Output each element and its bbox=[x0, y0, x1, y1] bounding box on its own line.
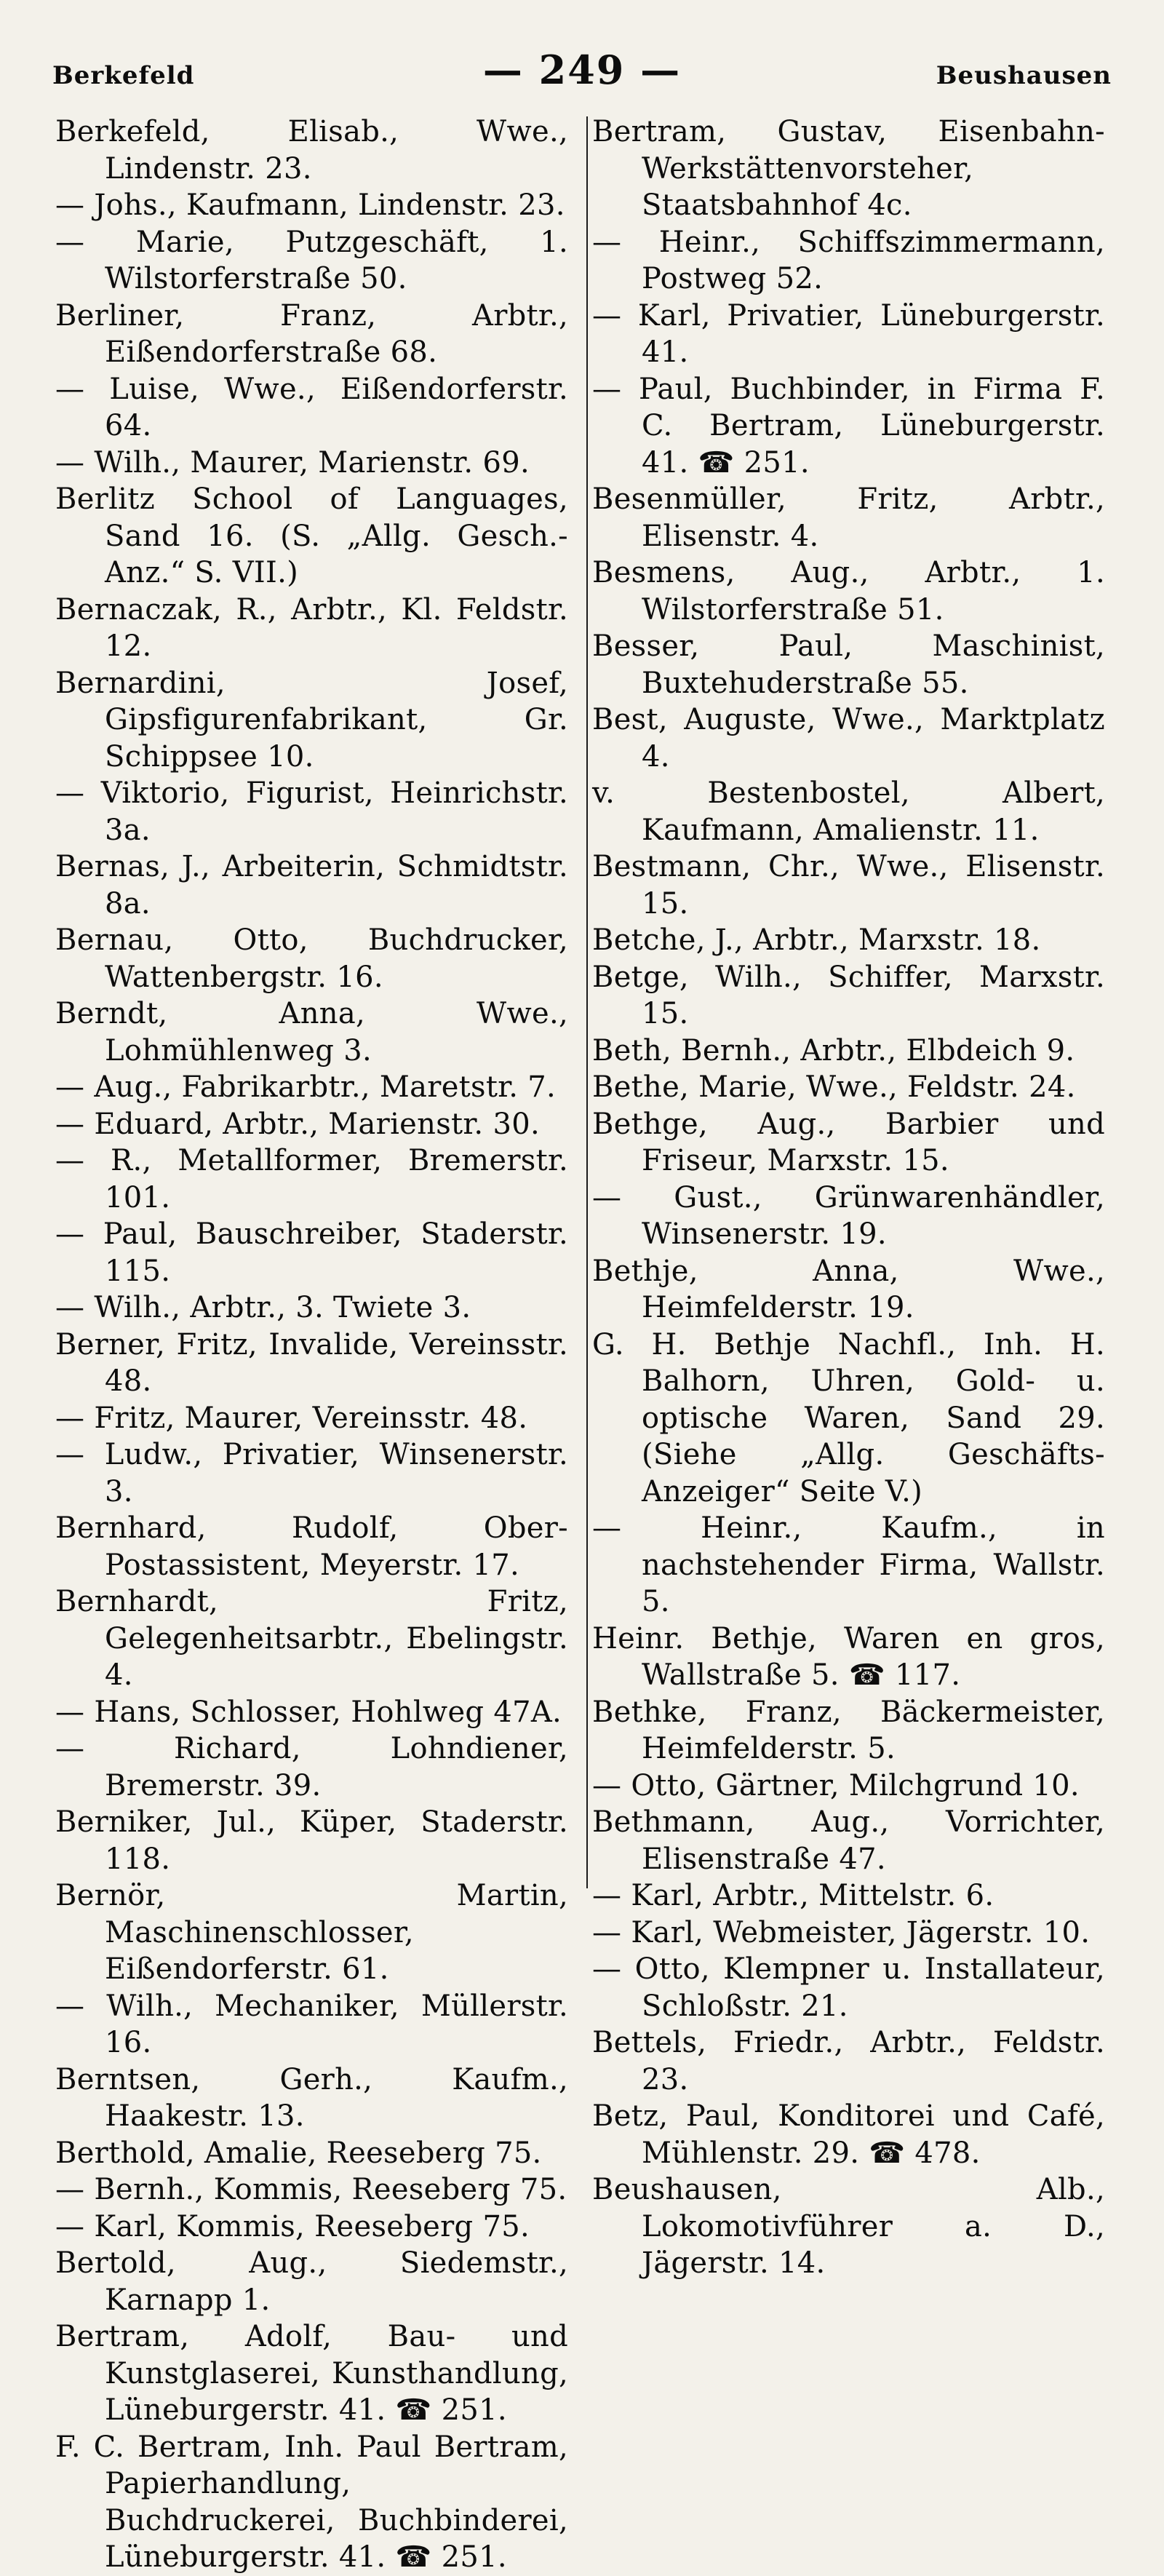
directory-entry: — Heinr., Schiffszimmermann, Postweg 52. bbox=[592, 225, 1105, 295]
directory-entry: Bernaczak, R., Arbtr., Kl. Feldstr. 12. bbox=[55, 592, 568, 663]
directory-entry: Besenmüller, Fritz, Arbtr., Elisenstr. 4. bbox=[592, 482, 1105, 553]
directory-entry: — Johs., Kaufmann, Lindenstr. 23. bbox=[55, 188, 565, 222]
directory-entry: Berlitz School of Languages, Sand 16. (S. „Allg. Gesch.-Anz.“ S. VII.) bbox=[55, 482, 568, 589]
page-number: — 249 — bbox=[482, 47, 682, 93]
directory-entry: — Wilh., Mechaniker, Müllerstr. 16. bbox=[55, 1989, 568, 2059]
directory-entry: — Hans, Schlosser, Hohlweg 47A. bbox=[55, 1695, 562, 1729]
directory-entry: — Karl, Arbtr., Mittelstr. 6. bbox=[592, 1879, 994, 1912]
directory-entry: Bethe, Marie, Wwe., Feldstr. 24. bbox=[592, 1070, 1076, 1104]
directory-entry: Besmens, Aug., Arbtr., 1. Wilstorferstraße 51. bbox=[592, 556, 1105, 627]
directory-entry: Bernhard, Rudolf, Ober-Postassistent, Meyerstr. 17. bbox=[55, 1511, 568, 1582]
directory-entry: Bertram, Adolf, Bau- und Kunstglaserei, Kunsthandlung, Lüneburgerstr. 41. ☎ 251. bbox=[55, 2320, 568, 2427]
directory-entry: — Otto, Gärtner, Milchgrund 10. bbox=[592, 1768, 1080, 1802]
directory-entry: Bestmann, Chr., Wwe., Elisenstr. 15. bbox=[592, 850, 1105, 921]
directory-entry: — Luise, Wwe., Eißendorferstr. 64. bbox=[55, 372, 568, 442]
directory-entry: Bethke, Franz, Bäckermeister, Heimfelderstr. 5. bbox=[592, 1695, 1105, 1765]
directory-entry: — Ludw., Privatier, Winsenerstr. 3. bbox=[55, 1438, 568, 1508]
directory-entry: Best, Auguste, Wwe., Marktplatz 4. bbox=[592, 703, 1105, 774]
directory-entry: — Fritz, Maurer, Vereinsstr. 48. bbox=[55, 1401, 528, 1435]
directory-entry: Betz, Paul, Konditorei und Café, Mühlenstr. 29. ☎ 478. bbox=[592, 2099, 1105, 2170]
directory-entry: Bernau, Otto, Buchdrucker, Wattenbergstr. 16. bbox=[55, 923, 568, 994]
directory-entry: G. H. Bethje Nachfl., Inh. H. Balhorn, Uhren, Gold- u. optische Waren, Sand 29. (Siehe „Allg. Geschäfts-Anzeiger“ Seite V.) bbox=[592, 1327, 1105, 1508]
directory-entry: Betche, J., Arbtr., Marxstr. 18. bbox=[592, 923, 1041, 957]
directory-entry: Bernardini, Josef, Gipsfigurenfabrikant, Gr. Schippsee 10. bbox=[55, 666, 568, 774]
directory-entry: Bertram, Gustav, Eisenbahn-Werkstättenvorsteher, Staatsbahnhof 4c. bbox=[592, 115, 1105, 222]
right-column bbox=[592, 114, 1105, 2282]
directory-entry: — Otto, Klempner u. Installateur, Schloßstr. 21. bbox=[592, 1952, 1105, 2023]
directory-entry: — Wilh., Maurer, Marienstr. 69. bbox=[55, 445, 530, 480]
directory-entry: Berliner, Franz, Arbtr., Eißendorferstraße 68. bbox=[55, 298, 568, 369]
directory-entry: — Heinr., Kaufm., in nachstehender Firma, Wallstr. 5. bbox=[592, 1511, 1105, 1618]
directory-entry: Heinr. Bethje, Waren en gros, Wallstraße 5. ☎ 117. bbox=[592, 1621, 1105, 1692]
directory-entry: — Karl, Privatier, Lüneburgerstr. 41. bbox=[592, 298, 1105, 369]
directory-entry: Beushausen, Alb., Lokomotivführer a. D., Jägerstr. 14. bbox=[592, 2173, 1105, 2280]
directory-entry: — Marie, Putzgeschäft, 1. Wilstorferstraße 50. bbox=[55, 225, 568, 295]
directory-entry: — Paul, Buchbinder, in Firma F. C. Bertram, Lüneburgerstr. 41. ☎ 251. bbox=[592, 372, 1105, 480]
directory-entry: Bernhardt, Fritz, Gelegenheitsarbtr., Ebelingstr. 4. bbox=[55, 1585, 568, 1692]
directory-entry: Berkefeld, Elisab., Wwe., Lindenstr. 23. bbox=[55, 115, 568, 186]
directory-entry: — Aug., Fabrikarbtr., Maretstr. 7. bbox=[55, 1070, 557, 1104]
directory-entry: Berntsen, Gerh., Kaufm., Haakestr. 13. bbox=[55, 2062, 568, 2133]
directory-entry: Beth, Bernh., Arbtr., Elbdeich 9. bbox=[592, 1033, 1075, 1068]
directory-entry: Bethmann, Aug., Vorrichter, Elisenstraße 47. bbox=[592, 1805, 1105, 1876]
directory-entry: — R., Metallformer, Bremerstr. 101. bbox=[55, 1144, 568, 1215]
directory-entry: — Gust., Grünwarenhändler, Winsenerstr. 19. bbox=[592, 1180, 1105, 1251]
directory-entry: — Karl, Webmeister, Jägerstr. 10. bbox=[592, 1915, 1091, 1949]
directory-entry: Besser, Paul, Maschinist, Buxtehuderstraße 55. bbox=[592, 629, 1105, 700]
directory-entry: F. C. Bertram, Inh. Paul Bertram, Papierhandlung, Buchdruckerei, Buchbinderei, Lüneburgerstr. 41. ☎ 251. bbox=[55, 2430, 568, 2574]
page-header bbox=[52, 45, 1112, 96]
left-column bbox=[55, 114, 568, 2576]
directory-entry: — Richard, Lohndiener, Bremerstr. 39. bbox=[55, 1732, 568, 1802]
directory-entry: — Eduard, Arbtr., Marienstr. 30. bbox=[55, 1107, 540, 1141]
header-last-name: Beushausen bbox=[936, 61, 1112, 90]
header-first-name: Berkefeld bbox=[52, 61, 195, 90]
directory-entry: — Wilh., Arbtr., 3. Twiete 3. bbox=[55, 1291, 471, 1324]
directory-entry: Bernas, J., Arbeiterin, Schmidtstr. 8a. bbox=[55, 850, 568, 921]
directory-entry: Bettels, Friedr., Arbtr., Feldstr. 23. bbox=[592, 2026, 1105, 2096]
column-divider bbox=[586, 116, 588, 1888]
directory-entry: — Viktorio, Figurist, Heinrichstr. 3a. bbox=[55, 776, 568, 847]
directory-entry: v. Bestenbostel, Albert, Kaufmann, Amalienstr. 11. bbox=[592, 776, 1105, 847]
directory-entry: Berthold, Amalie, Reeseberg 75. bbox=[55, 2136, 542, 2170]
directory-entry: Bernör, Martin, Maschinenschlosser, Eißendorferstr. 61. bbox=[55, 1879, 568, 1986]
directory-entry: Berniker, Jul., Küper, Staderstr. 118. bbox=[55, 1805, 568, 1876]
directory-entry: Betge, Wilh., Schiffer, Marxstr. 15. bbox=[592, 960, 1105, 1030]
directory-entry: Bertold, Aug., Siedemstr., Karnapp 1. bbox=[55, 2246, 568, 2317]
directory-entry: Berndt, Anna, Wwe., Lohmühlenweg 3. bbox=[55, 997, 568, 1068]
directory-entry: — Paul, Bauschreiber, Staderstr. 115. bbox=[55, 1217, 568, 1288]
directory-entry: Bethje, Anna, Wwe., Heimfelderstr. 19. bbox=[592, 1254, 1105, 1324]
directory-entry: — Karl, Kommis, Reeseberg 75. bbox=[55, 2209, 530, 2243]
directory-entry: — Bernh., Kommis, Reeseberg 75. bbox=[55, 2173, 567, 2206]
directory-entry: Bethge, Aug., Barbier und Friseur, Marxstr. 15. bbox=[592, 1107, 1105, 1177]
directory-entry: Berner, Fritz, Invalide, Vereinsstr. 48. bbox=[55, 1327, 568, 1398]
